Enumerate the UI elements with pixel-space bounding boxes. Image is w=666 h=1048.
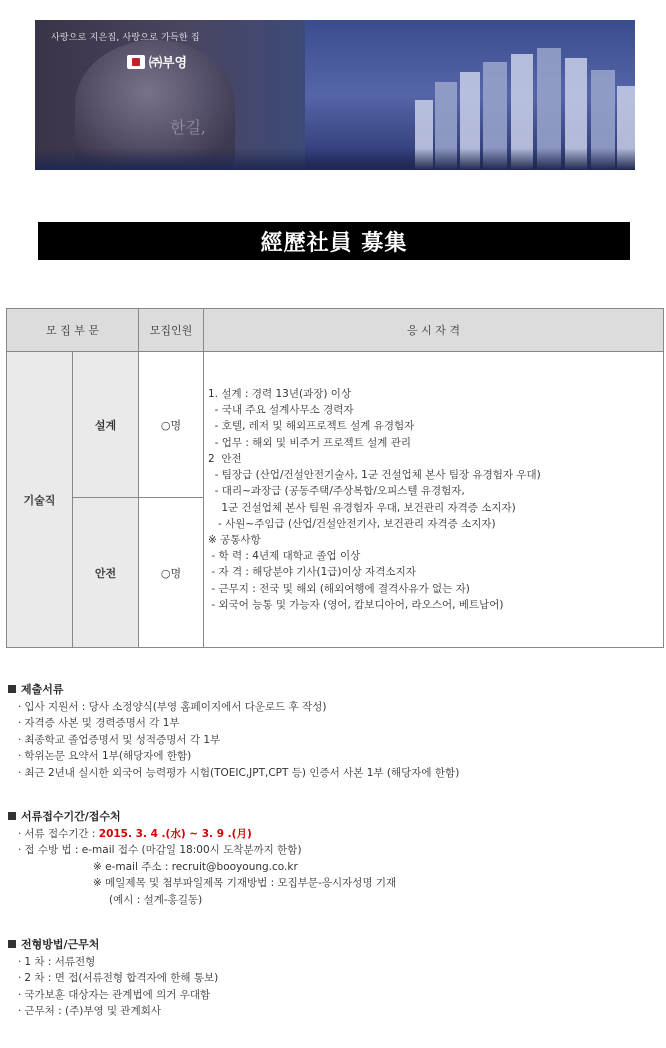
qualification-line: - 외국어 능통 및 가능자 (영어, 캄보디아어, 라오스어, 베트남어) <box>208 598 504 611</box>
qualification-cell <box>204 352 664 648</box>
selection-section <box>8 937 218 1020</box>
list-item: · 자격증 사본 및 경력증명서 각 1부 <box>18 717 180 730</box>
headcount-cell: ○명 <box>139 352 204 498</box>
qualification-line: - 자 격 : 해당분야 기사(1급)이상 자격소지자 <box>208 566 416 579</box>
page-title: 經歷社員 募集 <box>260 229 408 256</box>
square-bullet-icon <box>8 812 16 820</box>
header-headcount: 모집인원 <box>139 309 204 352</box>
list-item: · 서류 접수기간 : 2015. 3. 4 .(水) ~ 3. 9 .(月) <box>18 827 252 840</box>
company-logo[interactable] <box>127 52 187 71</box>
qualification-line: 2 안전 <box>208 452 242 465</box>
list-item: · 1 차 : 서류전형 <box>18 955 96 968</box>
qualification-line: - 대리~과장급 (공동주택/주상복합/오피스텔 유경험자, <box>208 485 465 498</box>
list-item: · 접 수방 법 : e-mail 접수 (마감일 18:00시 도착분까지 한함) <box>18 844 302 857</box>
qualification-line: ※ 공통사항 <box>208 533 261 546</box>
qualification-line: - 사원~주임급 (산업/건설안전기사, 보건관리 자격증 소지자) <box>208 517 496 530</box>
email-line: ※ e-mail 주소 : recruit@booyoung.co.kr <box>93 860 298 873</box>
qualification-line: 1. 설계 : 경력 13년(과장) 이상 <box>208 388 352 401</box>
square-bullet-icon <box>8 940 16 948</box>
table-header-row <box>7 309 664 352</box>
subject-rule-line: ※ 메일제목 및 첨부파일제목 기재방법 : 모집부문-응시자성명 기재 <box>93 877 397 890</box>
header-banner <box>35 20 635 170</box>
example-line: (예시 : 설계-홍길동) <box>109 893 203 906</box>
qualification-line: - 호텔, 레저 및 해외프로젝트 설계 유경험자 <box>208 420 415 433</box>
application-period: 2015. 3. 4 .(水) ~ 3. 9 .(月) <box>98 827 252 840</box>
list-item: · 입사 지원서 : 당사 소정양식(부영 홈페이지에서 다운로드 후 작성) <box>18 700 327 713</box>
list-item: · 최종학교 졸업증명서 및 성적증명서 각 1부 <box>18 733 221 746</box>
logo-text: ㈜부영 <box>149 56 188 71</box>
qualification-line: - 업무 : 해외 및 비주거 프로젝트 설계 관리 <box>208 436 411 449</box>
qualification-line: 1군 건설업체 본사 팀원 유경험자 우대, 보건관리 자격증 소지자) <box>208 501 516 514</box>
qualification-line: - 국내 주요 설계사무소 경력자 <box>208 404 354 417</box>
table-row <box>7 352 664 498</box>
list-item: · 2 차 : 면 접(서류전형 합격자에 한해 통보) <box>18 972 219 985</box>
qualification-line: - 학 력 : 4년제 대학교 졸업 이상 <box>208 550 361 563</box>
recruitment-table <box>6 308 664 648</box>
banner-ground <box>35 148 635 170</box>
section-heading: 제출서류 <box>8 682 459 699</box>
list-item: · 근무처 : (주)부영 및 관계회사 <box>18 1005 161 1018</box>
list-item: · 국가보훈 대상자는 관계법에 의거 우대함 <box>18 988 211 1001</box>
application-section <box>8 809 396 909</box>
square-bullet-icon <box>8 685 16 693</box>
logo-mark-icon <box>127 55 145 69</box>
section-heading: 서류접수기간/접수처 <box>8 809 396 826</box>
dept-cell: 안전 <box>73 498 139 648</box>
qualification-line: - 근무지 : 전국 및 해외 (해외여행에 결격사유가 없는 자) <box>208 582 470 595</box>
email-link[interactable]: recruit@booyoung.co.kr <box>171 860 298 873</box>
list-item: · 최근 2년내 실시한 외국어 능력평가 시험(TOEIC,JPT,CPT 등) 인증서 사본 1부 (해당자에 한함) <box>18 766 460 779</box>
qualification-line: - 팀장급 (산업/건설안전기술사, 1군 건설업체 본사 팀장 유경험자 우대) <box>208 469 541 482</box>
page-title-bar <box>38 222 630 260</box>
banner-slogan: 사랑으로 지은집, 사랑으로 가득한 집 <box>51 33 200 43</box>
list-item: · 학위논문 요약서 1부(해당자에 한함) <box>18 750 192 763</box>
dept-cell: 설계 <box>73 352 139 498</box>
header-qualification: 응 시 자 격 <box>204 309 664 352</box>
headcount-cell: ○명 <box>139 498 204 648</box>
documents-section <box>8 682 459 782</box>
header-department: 모 집 부 문 <box>7 309 139 352</box>
section-heading: 전형방법/근무처 <box>8 937 218 954</box>
category-cell: 기술직 <box>7 352 73 648</box>
banner-script-text: 한길, <box>170 118 206 137</box>
